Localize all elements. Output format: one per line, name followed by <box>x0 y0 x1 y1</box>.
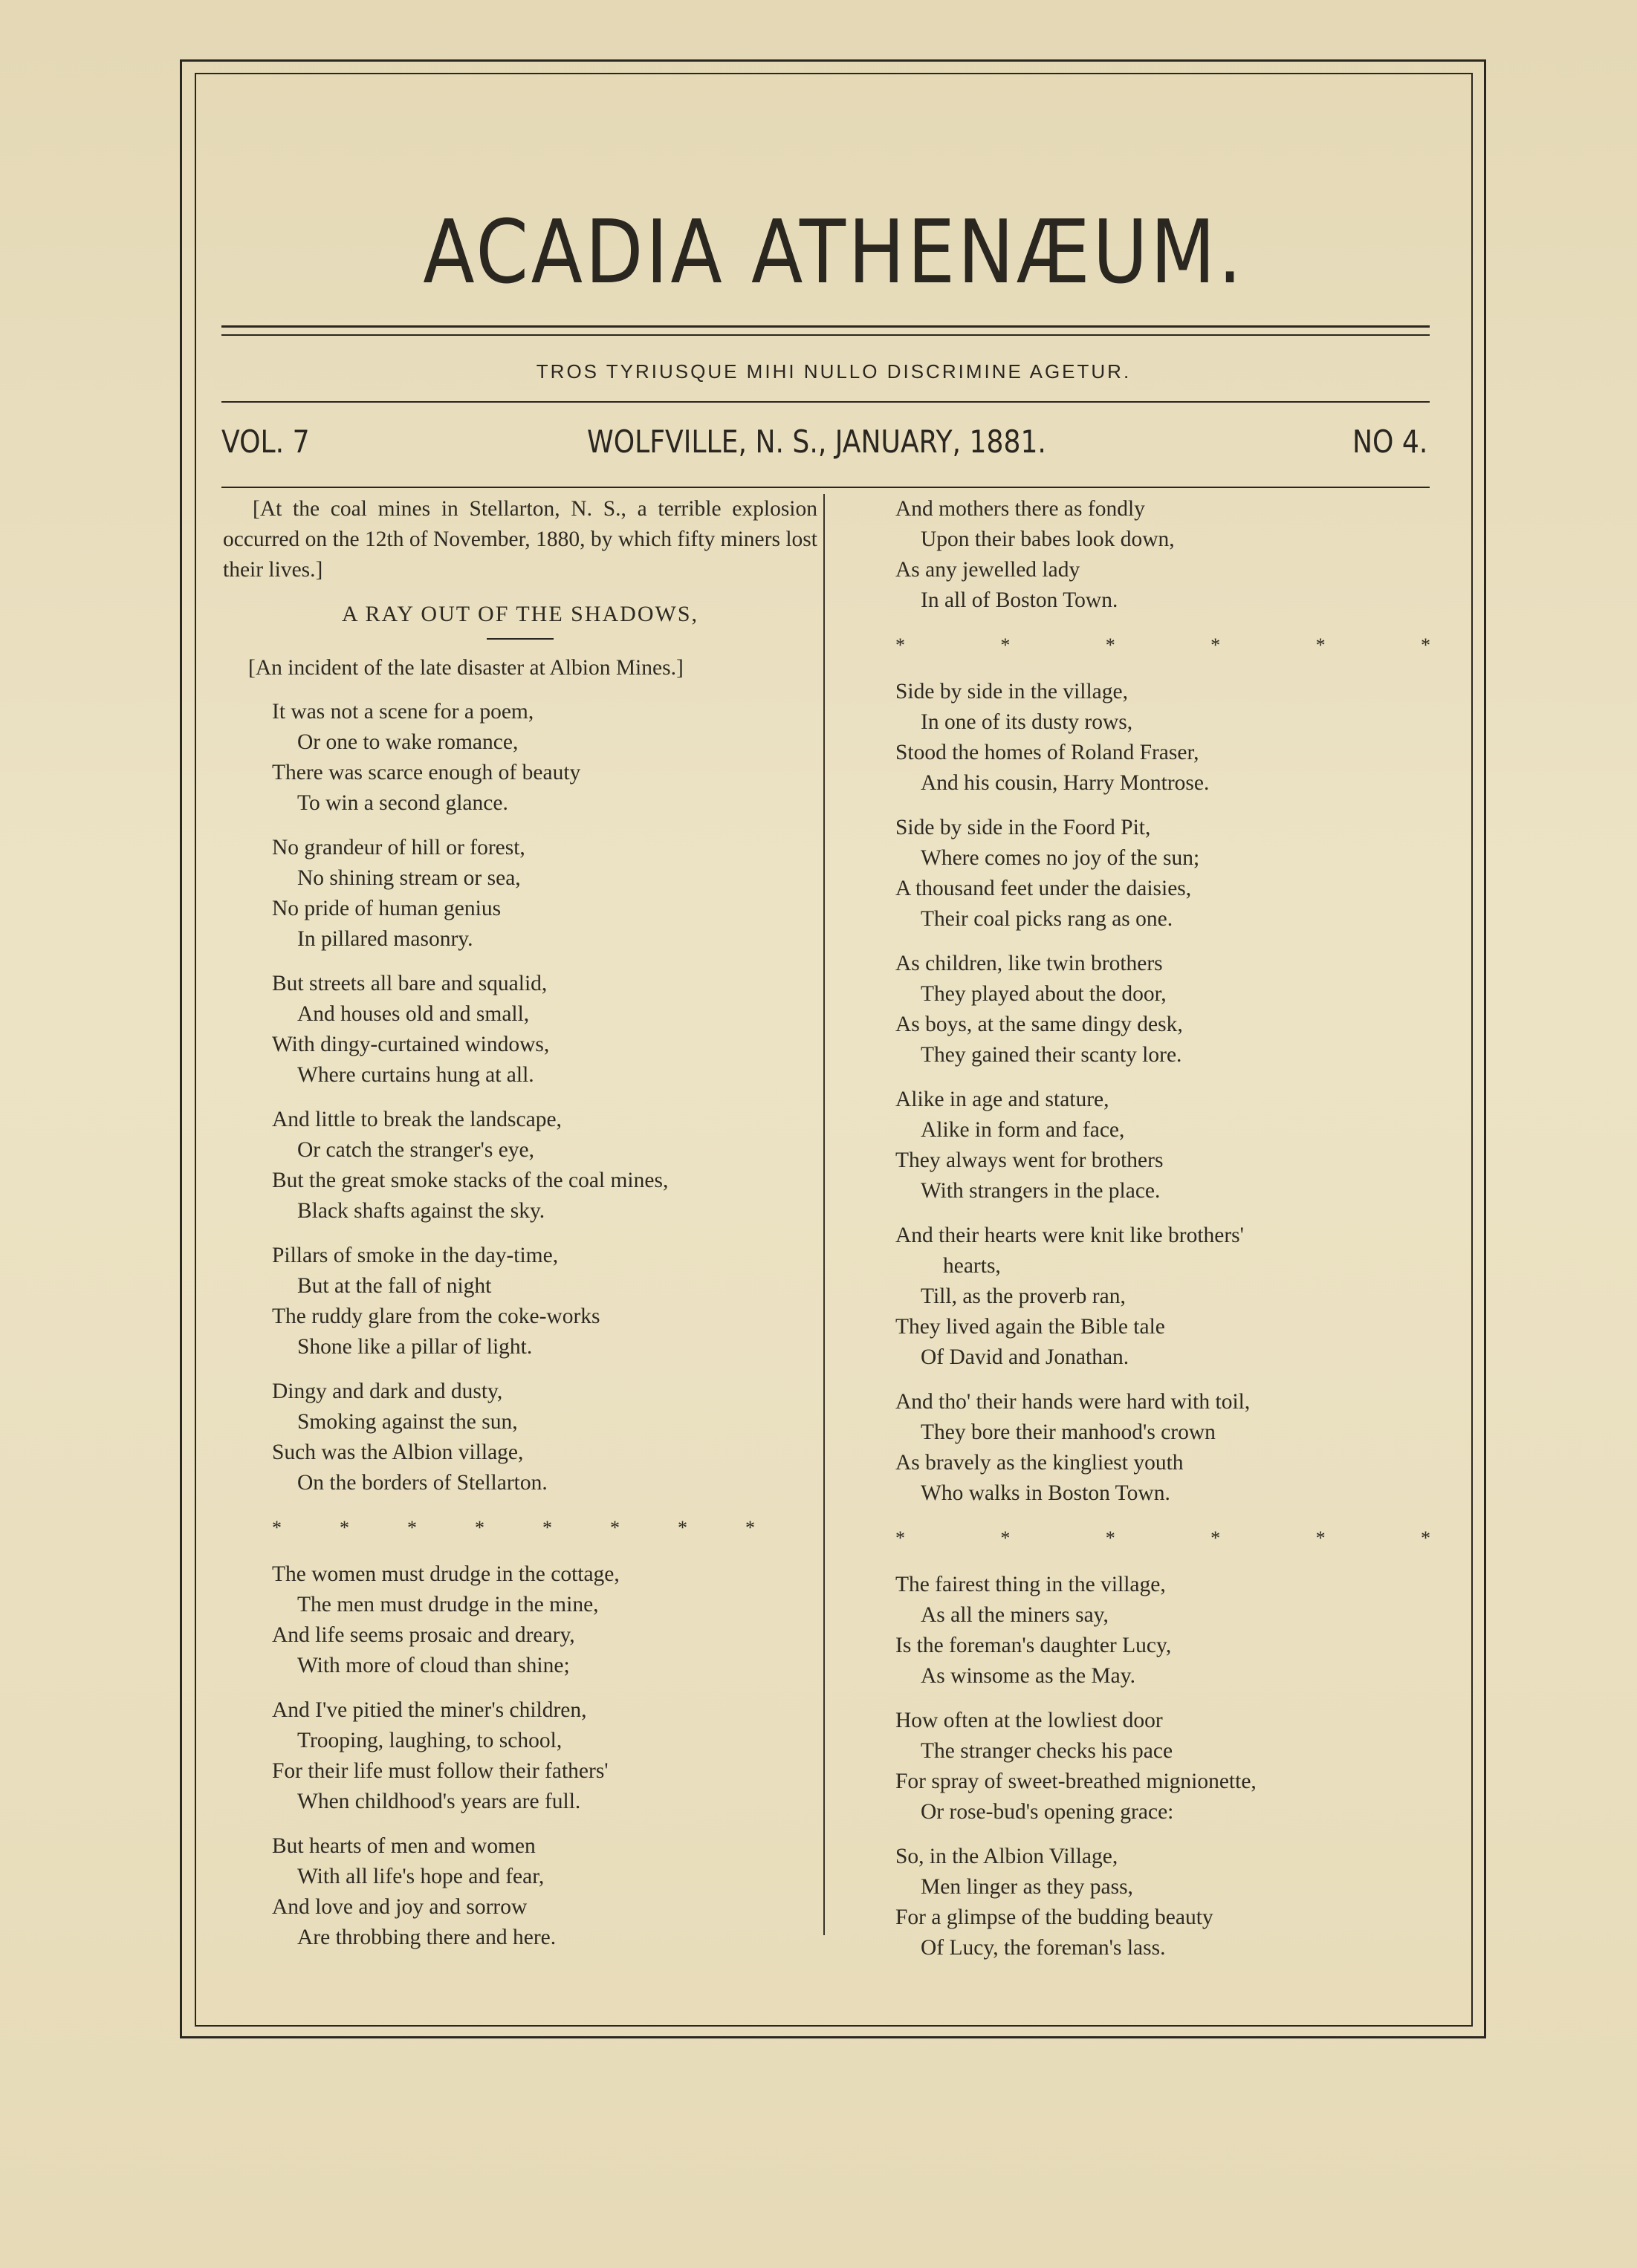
poem-line: A thousand feet under the daisies, <box>895 877 1192 900</box>
poem-line: And his cousin, Harry Montrose. <box>921 771 1210 795</box>
poem-line: And tho' their hands were hard with toil, <box>895 1390 1251 1414</box>
poem-line: Their coal picks rang as one. <box>921 907 1173 931</box>
poem-line: And love and joy and sorrow <box>272 1895 528 1919</box>
stanza <box>272 1377 755 1498</box>
poem-line: Such was the Albion village, <box>272 1440 524 1464</box>
poem-title: A RAY OUT OF THE SHADOWS, <box>341 602 699 626</box>
title-rule-bottom <box>221 334 1430 336</box>
stanza-divider-2 <box>895 1523 1430 1553</box>
poem-line: It was not a scene for a poem, <box>272 700 534 724</box>
stanza <box>895 949 1430 1070</box>
motto-rule <box>221 401 1430 403</box>
poem-line: They played about the door, <box>921 982 1167 1006</box>
poem-line: And little to break the landscape, <box>272 1108 562 1131</box>
poem-line: No pride of human genius <box>272 897 502 920</box>
poem-line: Alike in age and stature, <box>895 1088 1109 1111</box>
asterisk: * <box>475 1517 484 1538</box>
asterisk: * <box>1105 1527 1115 1549</box>
poem-line: The fairest thing in the village, <box>895 1573 1166 1596</box>
poem-line: With more of cloud than shine; <box>297 1654 570 1677</box>
asterisk: * <box>1420 1527 1430 1549</box>
asterisk: * <box>407 1517 417 1538</box>
stanza <box>895 1842 1430 1963</box>
poem-line: Or catch the stranger's eye, <box>297 1138 535 1162</box>
stanza <box>272 833 755 955</box>
title-rule-top <box>221 325 1430 328</box>
subtitle-note: [An incident of the late disaster at Albion Mines.] <box>248 656 684 680</box>
poem-line: Who walks in Boston Town. <box>921 1481 1170 1505</box>
poem-line: As any jewelled lady <box>895 558 1080 582</box>
poem-line: So, in the Albion Village, <box>895 1845 1118 1868</box>
poem-line: For a glimpse of the budding beauty <box>895 1905 1213 1929</box>
place-date: WOLFVILLE, N. S., JANUARY, 1881. <box>587 423 1046 460</box>
poem-line: They always went for brothers <box>895 1148 1164 1172</box>
poem-line: When childhood's years are full. <box>297 1790 581 1813</box>
stanza <box>895 1570 1430 1692</box>
left-stanzas <box>223 697 817 1498</box>
asterisk: * <box>1315 1527 1326 1549</box>
poem-line: With strangers in the place. <box>921 1179 1161 1203</box>
poem-line: But at the fall of night <box>297 1274 492 1298</box>
asterisk: * <box>1000 1527 1011 1549</box>
poem-line: As all the miners say, <box>921 1603 1109 1627</box>
asterisk: * <box>895 1527 905 1549</box>
poem-line: Or rose-bud's opening grace: <box>921 1800 1174 1824</box>
poem-line: Smoking against the sun, <box>297 1410 518 1434</box>
stanza <box>272 1241 755 1362</box>
poem-line: Side by side in the village, <box>895 680 1128 704</box>
poem-line: As boys, at the same dingy desk, <box>895 1013 1183 1036</box>
right-column <box>895 494 1490 1978</box>
poem-line: Stood the homes of Roland Fraser, <box>895 741 1199 764</box>
poem-line: And life seems prosaic and dreary, <box>272 1623 575 1647</box>
poem-line: For spray of sweet-breathed mignionette, <box>895 1770 1257 1793</box>
stanza <box>272 697 755 819</box>
poem-line: Where curtains hung at all. <box>297 1063 534 1087</box>
issue-number: NO 4. <box>1352 423 1428 460</box>
asterisk: * <box>1000 634 1011 656</box>
poem-line: Where comes no joy of the sun; <box>921 846 1200 870</box>
asterisk: * <box>1420 634 1430 656</box>
poem-line: But the great smoke stacks of the coal mines, <box>272 1169 669 1192</box>
poem-line: And I've pitied the miner's children, <box>272 1698 587 1722</box>
stanza <box>895 1085 1430 1206</box>
poem-line: Of Lucy, the foreman's lass. <box>921 1936 1166 1960</box>
asterisk: * <box>542 1517 552 1538</box>
poem-line: Of David and Jonathan. <box>921 1345 1129 1369</box>
left-stanzas-after <box>223 1559 817 1953</box>
stanza <box>272 1831 755 1953</box>
poem-line: On the borders of Stellarton. <box>297 1471 548 1495</box>
poem-line: Black shafts against the sky. <box>297 1199 545 1223</box>
poem-line: With dingy-curtained windows, <box>272 1033 550 1056</box>
intro-note: [At the coal mines in Stellarton, N. S., a terrible explosion occurred on the 12th of November, 1880, by which fifty miners lost their lives.] <box>223 497 817 582</box>
poem-line: There was scarce enough of beauty <box>272 761 581 784</box>
asterisk: * <box>895 634 905 656</box>
poem-line: As bravely as the kingliest youth <box>895 1451 1184 1475</box>
left-column <box>223 494 817 1967</box>
right-stanzas <box>895 494 1490 616</box>
poem-line: Men linger as they pass, <box>921 1875 1133 1899</box>
volume-label: VOL. 7 <box>221 423 310 460</box>
poem-line: Till, as the proverb ran, <box>921 1284 1126 1308</box>
poem-line: In pillared masonry. <box>297 927 473 951</box>
poem-line: They lived again the Bible tale <box>895 1315 1165 1339</box>
asterisk: * <box>1105 634 1115 656</box>
poem-line: But streets all bare and squalid, <box>272 972 548 995</box>
poem-line: Or one to wake romance, <box>297 730 519 754</box>
stanza <box>272 1695 755 1817</box>
poem-line: Are throbbing there and here. <box>297 1926 557 1949</box>
poem-line: They gained their scanty lore. <box>921 1043 1182 1067</box>
poem-line: Trooping, laughing, to school, <box>297 1729 563 1752</box>
asterisk: * <box>1210 1527 1221 1549</box>
poem-line: The women must drudge in the cottage, <box>272 1562 620 1586</box>
stanza <box>895 1221 1430 1373</box>
stanza-divider <box>272 1512 755 1543</box>
poem-line: Shone like a pillar of light. <box>297 1335 533 1359</box>
stanza-divider <box>895 630 1430 660</box>
poem-line: For their life must follow their fathers' <box>272 1759 609 1783</box>
poem-line: Dingy and dark and dusty, <box>272 1380 503 1403</box>
newspaper-title: ACADIA ATHENÆUM. <box>423 201 1245 303</box>
stanza <box>272 969 755 1091</box>
asterisk: * <box>610 1517 620 1538</box>
poem-line: Upon their babes look down, <box>921 527 1175 551</box>
right-stanzas-mid <box>895 677 1490 1509</box>
poem-line: As children, like twin brothers <box>895 952 1163 975</box>
asterisk: * <box>1210 634 1221 656</box>
poem-line: Pillars of smoke in the day-time, <box>272 1244 559 1267</box>
column-divider <box>823 494 825 1935</box>
poem-line: In all of Boston Town. <box>921 588 1118 612</box>
poem-line: No grandeur of hill or forest, <box>272 836 525 860</box>
stanza <box>895 1706 1430 1827</box>
asterisk: * <box>745 1517 755 1538</box>
poem-line: But hearts of men and women <box>272 1834 536 1858</box>
poem-line: hearts, <box>943 1254 1001 1278</box>
poem-line: The ruddy glare from the coke-works <box>272 1304 600 1328</box>
poem-line: And mothers there as fondly <box>895 497 1145 521</box>
stanza <box>895 1387 1430 1509</box>
asterisk: * <box>340 1517 349 1538</box>
poem-line: And their hearts were knit like brothers' <box>895 1224 1244 1247</box>
stanza <box>272 1559 755 1681</box>
poem-line: In one of its dusty rows, <box>921 710 1133 734</box>
poem-title-rule <box>487 638 554 640</box>
poem-line: How often at the lowliest door <box>895 1709 1163 1732</box>
stanza <box>895 813 1430 935</box>
poem-line: To win a second glance. <box>297 791 508 815</box>
right-stanzas-after <box>895 1570 1490 1963</box>
stanza <box>272 1105 755 1226</box>
poem-line: And houses old and small, <box>297 1002 530 1026</box>
motto: TROS TYRIUSQUE MIHI NULLO DISCRIMINE AGETUR. <box>536 360 1132 383</box>
poem-line: As winsome as the May. <box>921 1664 1135 1688</box>
poem-line: Side by side in the Foord Pit, <box>895 816 1151 839</box>
poem-line: Is the foreman's daughter Lucy, <box>895 1634 1172 1657</box>
poem-line: The men must drudge in the mine, <box>297 1593 599 1616</box>
poem-line: They bore their manhood's crown <box>921 1420 1216 1444</box>
asterisk: * <box>1315 634 1326 656</box>
poem-line: The stranger checks his pace <box>921 1739 1173 1763</box>
stanza <box>895 494 1430 616</box>
asterisk: * <box>678 1517 687 1538</box>
poem-line: With all life's hope and fear, <box>297 1865 545 1888</box>
asterisk: * <box>272 1517 282 1538</box>
stanza <box>895 677 1430 799</box>
poem-line: No shining stream or sea, <box>297 866 521 890</box>
poem-line: Alike in form and face, <box>921 1118 1125 1142</box>
header-rule <box>221 487 1430 488</box>
